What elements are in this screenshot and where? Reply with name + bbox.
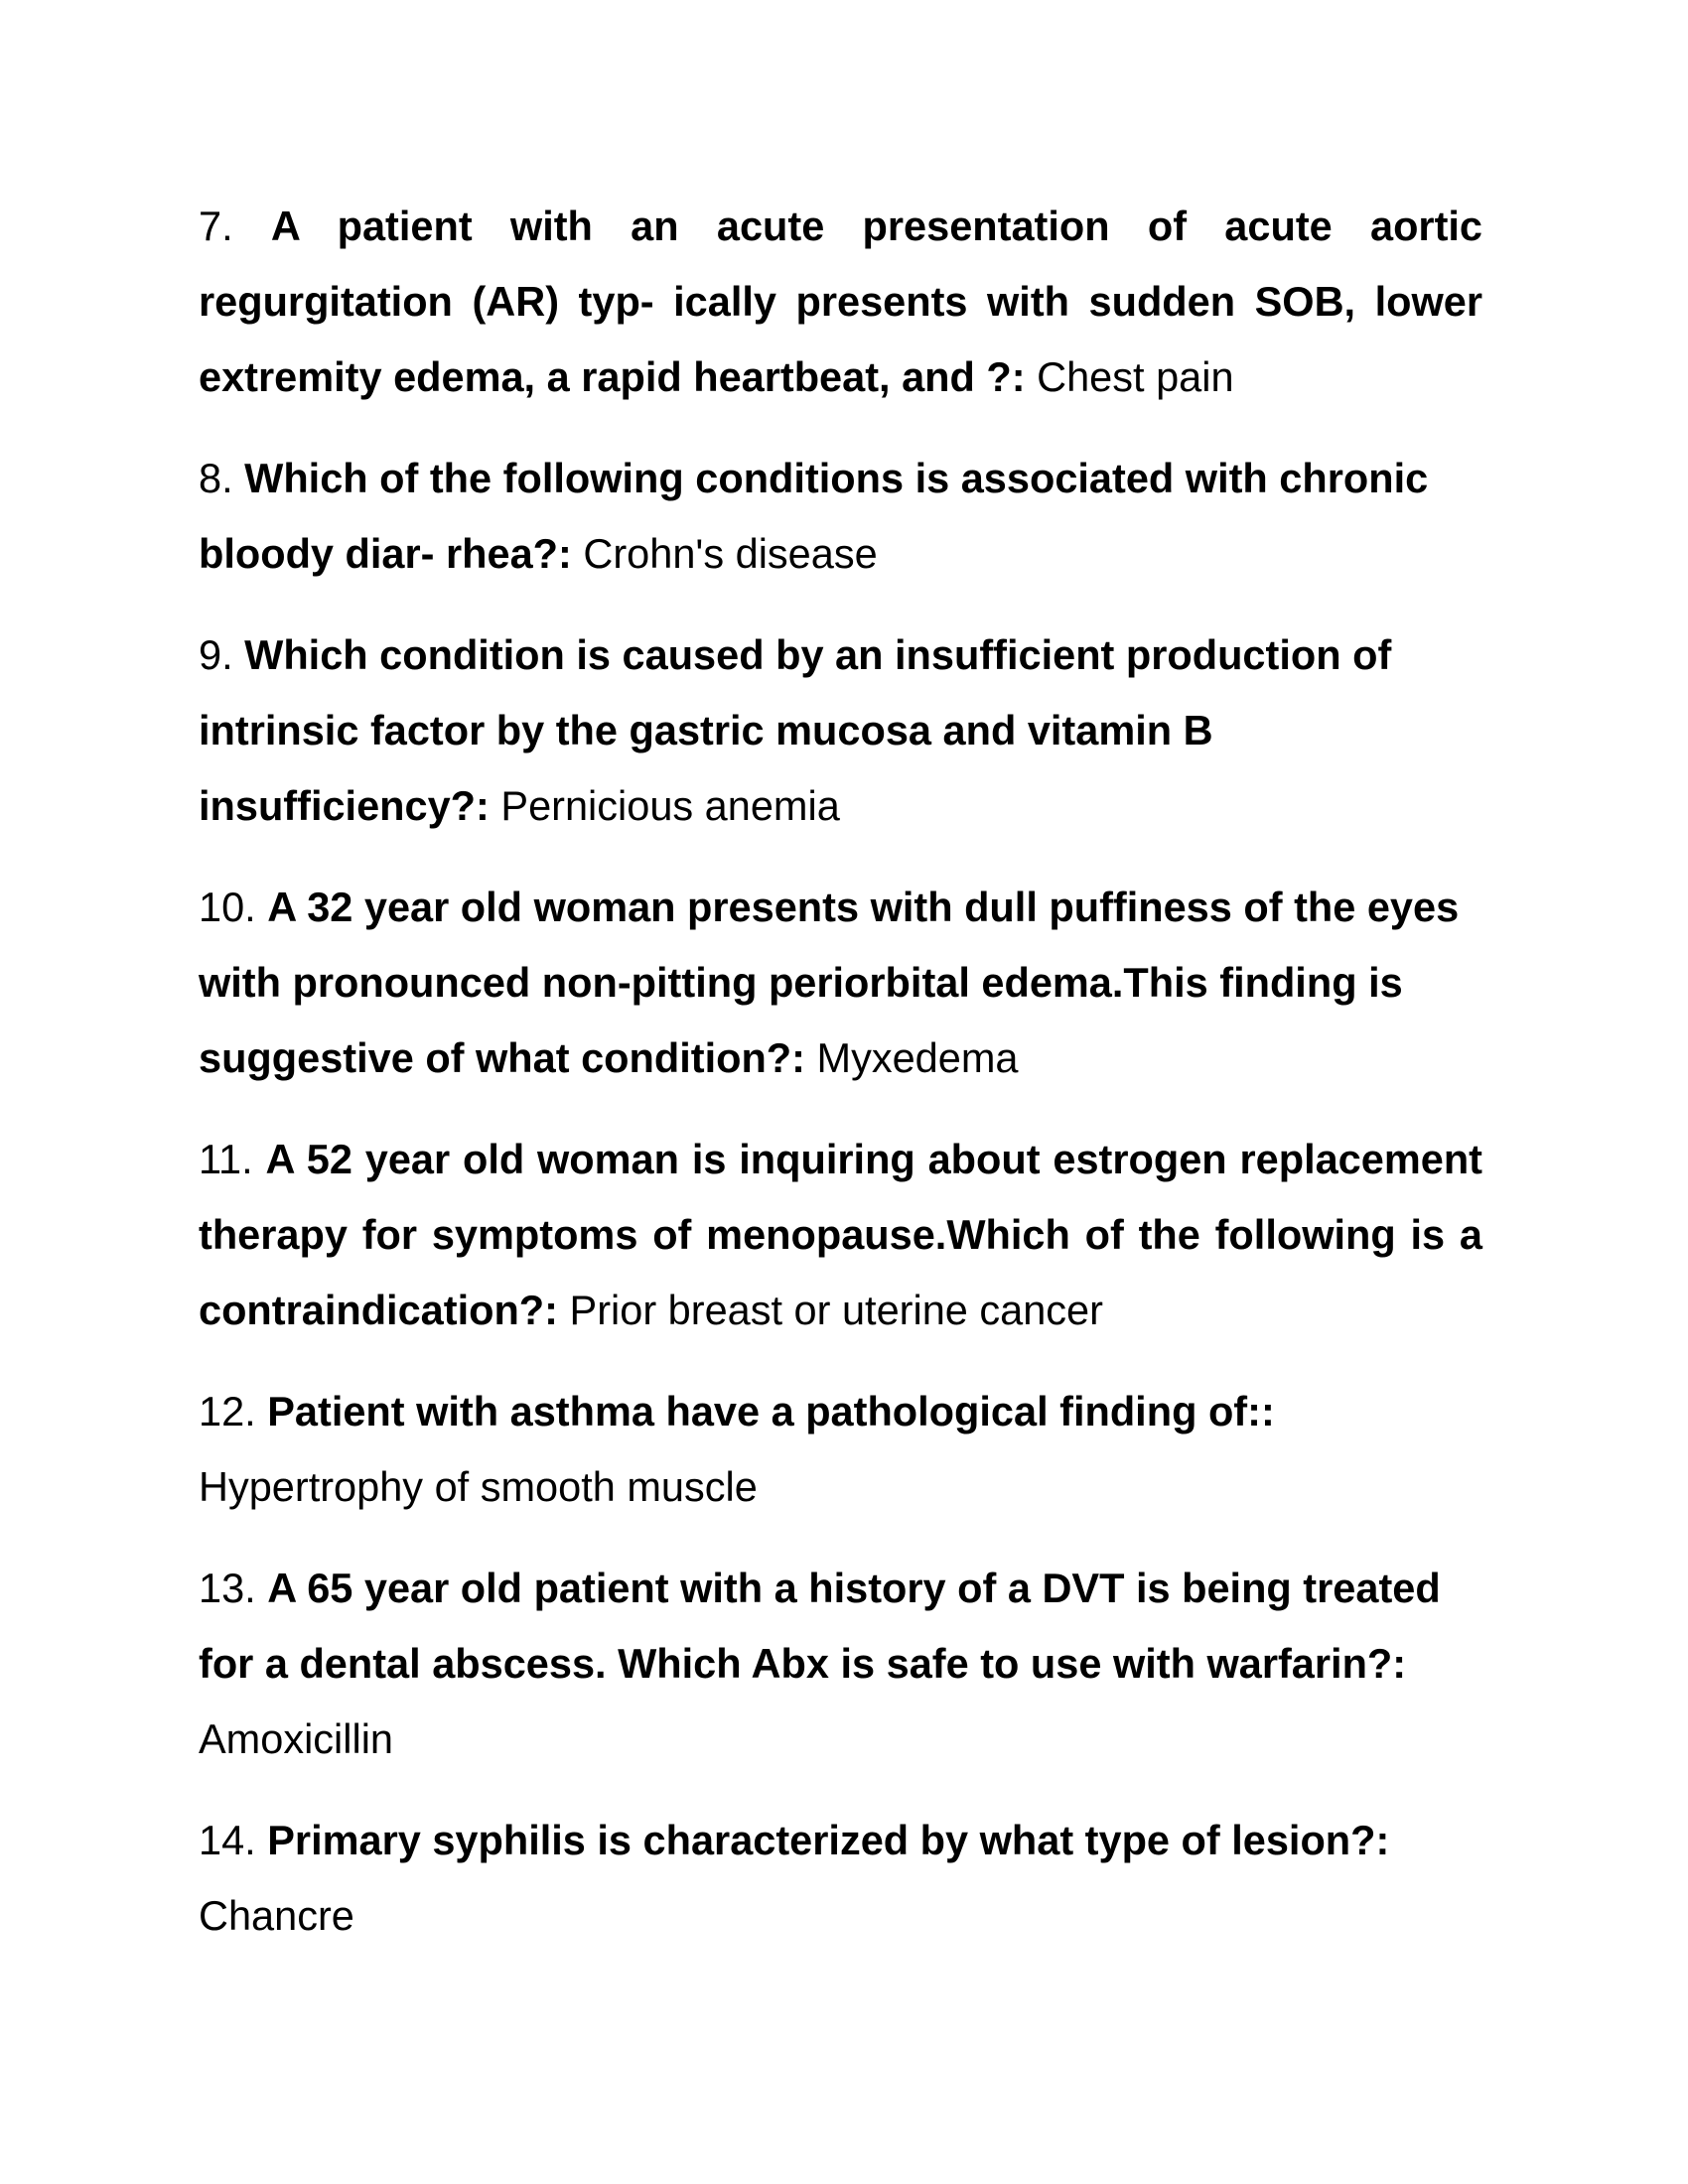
qa-item-11 [199,1122,1482,1348]
item-number: 14. [199,1817,256,1863]
question-text: A 52 year old woman is inquiring about estrogen replacement therapy for symptoms of menopause.Which of the following is a contraindication? [199,1136,1482,1333]
question-text: Primary syphilis is characterized by what type of lesion? [267,1817,1376,1863]
question-text: Which of the following conditions is associated with chronic bloody diar- rhea? [199,455,1429,577]
item-number: 11. [199,1136,253,1182]
qa-item-9 [199,617,1482,844]
item-number: 7. [199,203,233,249]
question-text: A patient with an acute presentation of acute aortic regurgitation (AR) typ- ically presents with sudden SOB, lower extremity edema, a rapid heartbeat, and ? [199,203,1483,400]
question-text: A 65 year old patient with a history of a DVT is being treated for a dental abscess. Which Abx is safe to use with warfarin? [199,1565,1441,1687]
qa-item-7 [199,189,1482,415]
question-separator: : [558,530,572,577]
qa-item-8 [199,441,1482,592]
question-separator: : [476,782,490,829]
item-number: 9. [199,631,233,678]
question-text: Which condition is caused by an insufficient production of intrinsic factor by the gastric mucosa and vitamin B insufficiency? [199,631,1392,829]
answer-text: Crohn's disease [583,530,878,577]
question-text: Patient with asthma have a pathological finding of: [267,1388,1261,1434]
question-separator: : [791,1034,805,1081]
qa-item-12 [199,1374,1482,1525]
answer-text: Chancre [199,1892,354,1939]
qa-item-10 [199,870,1482,1096]
item-number: 12. [199,1388,256,1434]
answer-text: Prior breast or uterine cancer [569,1287,1103,1333]
answer-text: Hypertrophy of smooth muscle [199,1463,758,1510]
item-number: 13. [199,1565,256,1611]
qa-item-14 [199,1803,1482,1954]
item-number: 8. [199,455,233,501]
question-separator: : [1260,1388,1275,1434]
question-separator: : [1375,1817,1390,1863]
answer-text: Chest pain [1037,353,1234,400]
answer-text: Myxedema [816,1034,1019,1081]
item-number: 10. [199,884,256,930]
question-text: A 32 year old woman presents with dull puffiness of the eyes with pronounced non-pitting periorbital edema.This finding is suggestive of what condition? [199,884,1460,1081]
question-separator: : [1392,1640,1407,1687]
answer-text: Amoxicillin [199,1715,394,1762]
answer-text: Pernicious anemia [500,782,840,829]
document-page [199,189,1482,1979]
question-separator: : [1011,353,1026,400]
qa-item-13 [199,1551,1482,1777]
question-separator: : [544,1287,558,1333]
